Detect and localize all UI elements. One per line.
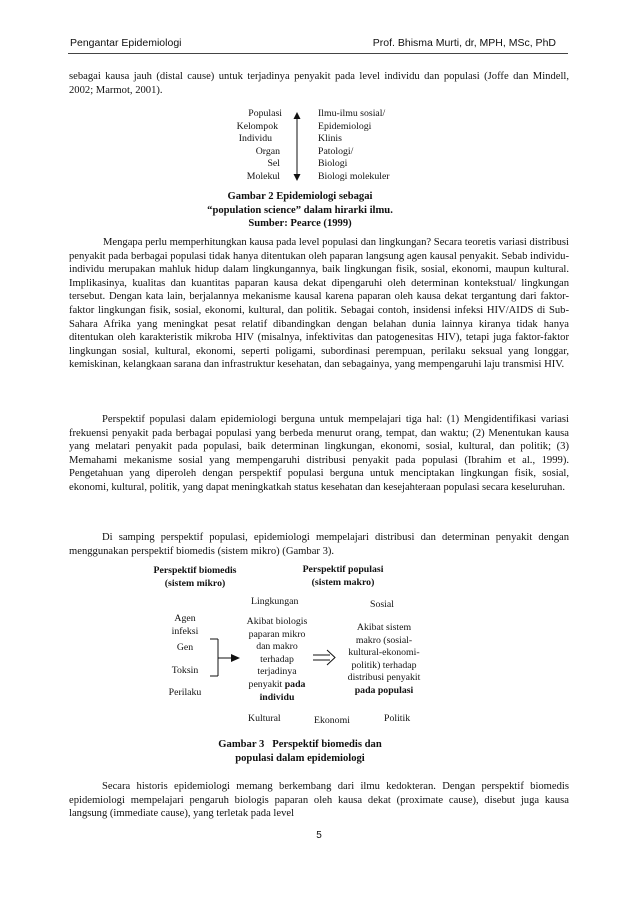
fig3-right-line: politik) terhadap — [351, 659, 417, 671]
fig2-level: Sel — [267, 158, 280, 170]
fig2-science: Epidemiologi — [318, 120, 372, 132]
fig3-individual-effect — [238, 616, 316, 704]
fig2-science: Ilmu-ilmu sosial/ — [318, 108, 386, 119]
fig3-caption-line: Gambar 3 Perspektif biomedis dan — [218, 739, 382, 750]
fig3-agent: Gen — [176, 642, 194, 654]
fig3-bio-title-line: Perspektif biomedis — [153, 565, 237, 576]
fig3-double-line-arrow — [313, 650, 335, 665]
fig3-agent: infeksi — [171, 625, 199, 637]
fig2-caption — [150, 190, 450, 231]
fig3-kultural: Kultural — [248, 713, 281, 724]
paragraph-1-text: Mengapa perlu memperhitungkan kausa pada level populasi dan lingkungan? Secara teoretis variasi distribusi penyakit pada berbagai populasi tidak hanya ditentukan oleh paparan langsung agen kausal penyakit. Sebab individu-individu merupakan mahluk hidup dalam lingkungannya, baik lingkungan fisik, sosial, ekonomi, maupun kultural. Implikasinya, kualitas dan kuantitas paparan kausa dekat dipengaruhi oleh determinan kontekstual/ lingkungan tersebut. Dengan kata lain, berjalannya mekanisme kausal karena paparan oleh kausa dekat tergantung dari faktor-faktor lingkungan fisik, sosial, ekonomi, kultural, dan politik. Sebagai contoh, insidensi infeksi HIV/AIDS di Sub-Sahara Afrika yang meningkat pesat relatif dibandingkan dengan belahan dunia lainnya kiranya tidak hanya ditentukan oleh karakteristik mikroba HIV (misalnya, infektivitas dan patogenesitas HIV), tetapi juga faktor-faktor lingkungan sosial, kultural, ekonomi, seperti poligami, subordinasi perempuan, perilaku seksual yang longgar, kemiskinan, kelangkaan sarana dan infrastruktur kesehatan, dan sebagainya, yang mempengaruhi laju transmisi HIV. — [69, 237, 569, 371]
paragraph-3 — [69, 531, 569, 558]
fig3-bio-title-line: (sistem mikro) — [164, 577, 226, 589]
fig2-caption-line: Sumber: Pearce (1999) — [248, 218, 352, 230]
paragraph-4 — [69, 780, 569, 821]
fig3-mid-line: terhadap — [260, 653, 294, 665]
fig2-science: Patologi/ — [318, 145, 354, 157]
fig3-biomedical-title — [130, 565, 260, 590]
paragraph-2-text: Perspektif populasi dalam epidemiologi berguna untuk mempelajari tiga hal: (1) Mengidentifikasi variasi frekuensi penyakit pada berbagai populasi yang berbeda menurut orang, tempat, dan waktu; (2) Menentukan kausa yang melatari penyakit pada populasi, baik determinan lingkungan, ekonomi, sosial, kultural, dan politik; (3) Memahami mekanisme sosial yang mempengaruhi distribusi penyakit pada populasi (Ibrahim et al., 1999). Pengetahuan yang diperoleh dengan perspektif populasi berguna untuk menciptakan lingkungan fisik, sosial, ekonomi, kultural, politik, yang dapat meningkatkah status kesehatan dan kesejahteraan populasi secara keseluruhan. — [69, 414, 569, 493]
running-header-left: Pengantar Epidemiologi — [70, 37, 182, 49]
fig2-level: Individu — [238, 133, 272, 145]
fig2-double-arrow — [294, 112, 301, 181]
paragraph-1 — [69, 236, 569, 372]
fig3-mid-line: Akibat biologis — [246, 616, 308, 627]
fig3-mid-last-line — [238, 679, 316, 692]
fig3-caption-line: populasi dalam epidemiologi — [235, 752, 365, 764]
fig2-science: Biologi — [318, 158, 348, 170]
fig3-mid-line: paparan mikro — [248, 628, 306, 640]
fig2-caption-line: Gambar 2 Epidemiologi sebagai — [227, 191, 373, 202]
fig2-level: Kelompok — [236, 120, 278, 132]
running-header-right: Prof. Bhisma Murti, dr, MPH, MSc, PhD — [372, 37, 556, 49]
fig3-right-line: distribusi penyakit — [347, 672, 421, 684]
intro-text: sebagai kausa jauh (distal cause) untuk terjadinya penyakit pada level individu dan populasi (Joffe dan Mindell, 2002; Marmot, 2001). — [69, 71, 569, 96]
fig3-pop-title-line: (sistem makro) — [311, 576, 375, 588]
fig3-right-line: makro (sosial- — [355, 634, 413, 646]
fig3-mid-line: penyakit — [248, 678, 283, 690]
fig3-agent: Perilaku — [168, 687, 202, 699]
fig2-level: Organ — [255, 145, 280, 157]
paragraph-3-text: Di samping perspektif populasi, epidemiologi mempelajari distribusi dan determinan penyakit dengan menggunakan perspektif biomedis (sistem mikro) (Gambar 3). — [69, 532, 569, 557]
fig3-agent: Agen — [174, 613, 196, 624]
fig3-right-line: kultural-ekonomi- — [348, 647, 420, 659]
fig3-right-bold-line: pada populasi — [354, 684, 414, 696]
fig3-right-line: Akibat sistem — [356, 622, 412, 633]
fig3-ekonomi: Ekonomi — [314, 715, 350, 726]
fig3-agents-bracket — [210, 639, 232, 676]
fig3-lingkungan: Lingkungan — [251, 596, 299, 607]
fig3-pop-title-line: Perspektif populasi — [302, 564, 384, 575]
fig3-caption — [150, 738, 450, 765]
fig2-level: Molekul — [246, 170, 280, 182]
fig3-mid-bold-line: individu — [259, 691, 295, 703]
fig3-population-effect — [334, 622, 434, 698]
fig3-mid-line: terjadinya — [257, 666, 297, 678]
fig3-agents — [160, 613, 210, 700]
fig3-population-title — [278, 564, 408, 589]
fig2-level: Populasi — [248, 108, 282, 119]
fig2-science: Biologi molekuler — [318, 170, 390, 182]
fig3-agent: Toksin — [171, 664, 199, 676]
fig3-mid-bold: pada — [284, 678, 306, 690]
fig3-politik: Politik — [384, 713, 411, 724]
fig3-mid-line: dan makro — [256, 641, 298, 653]
paragraph-4-text: Secara historis epidemiologi memang berkembang dari ilmu kedokteran. Dengan perspektif biomedis epidemiologi mempelajari pengaruh biologis paparan oleh kausa dekat (proximate cause), disebut juga kausa langsung (immediate cause), yang terletak pada level — [69, 781, 569, 820]
fig2-caption-line: “population science” dalam hirarki ilmu. — [207, 204, 393, 216]
fig2-science: Klinis — [318, 133, 342, 145]
page-number: 5 — [316, 830, 322, 841]
fig3-sosial: Sosial — [370, 599, 394, 610]
paragraph-2 — [69, 413, 569, 495]
